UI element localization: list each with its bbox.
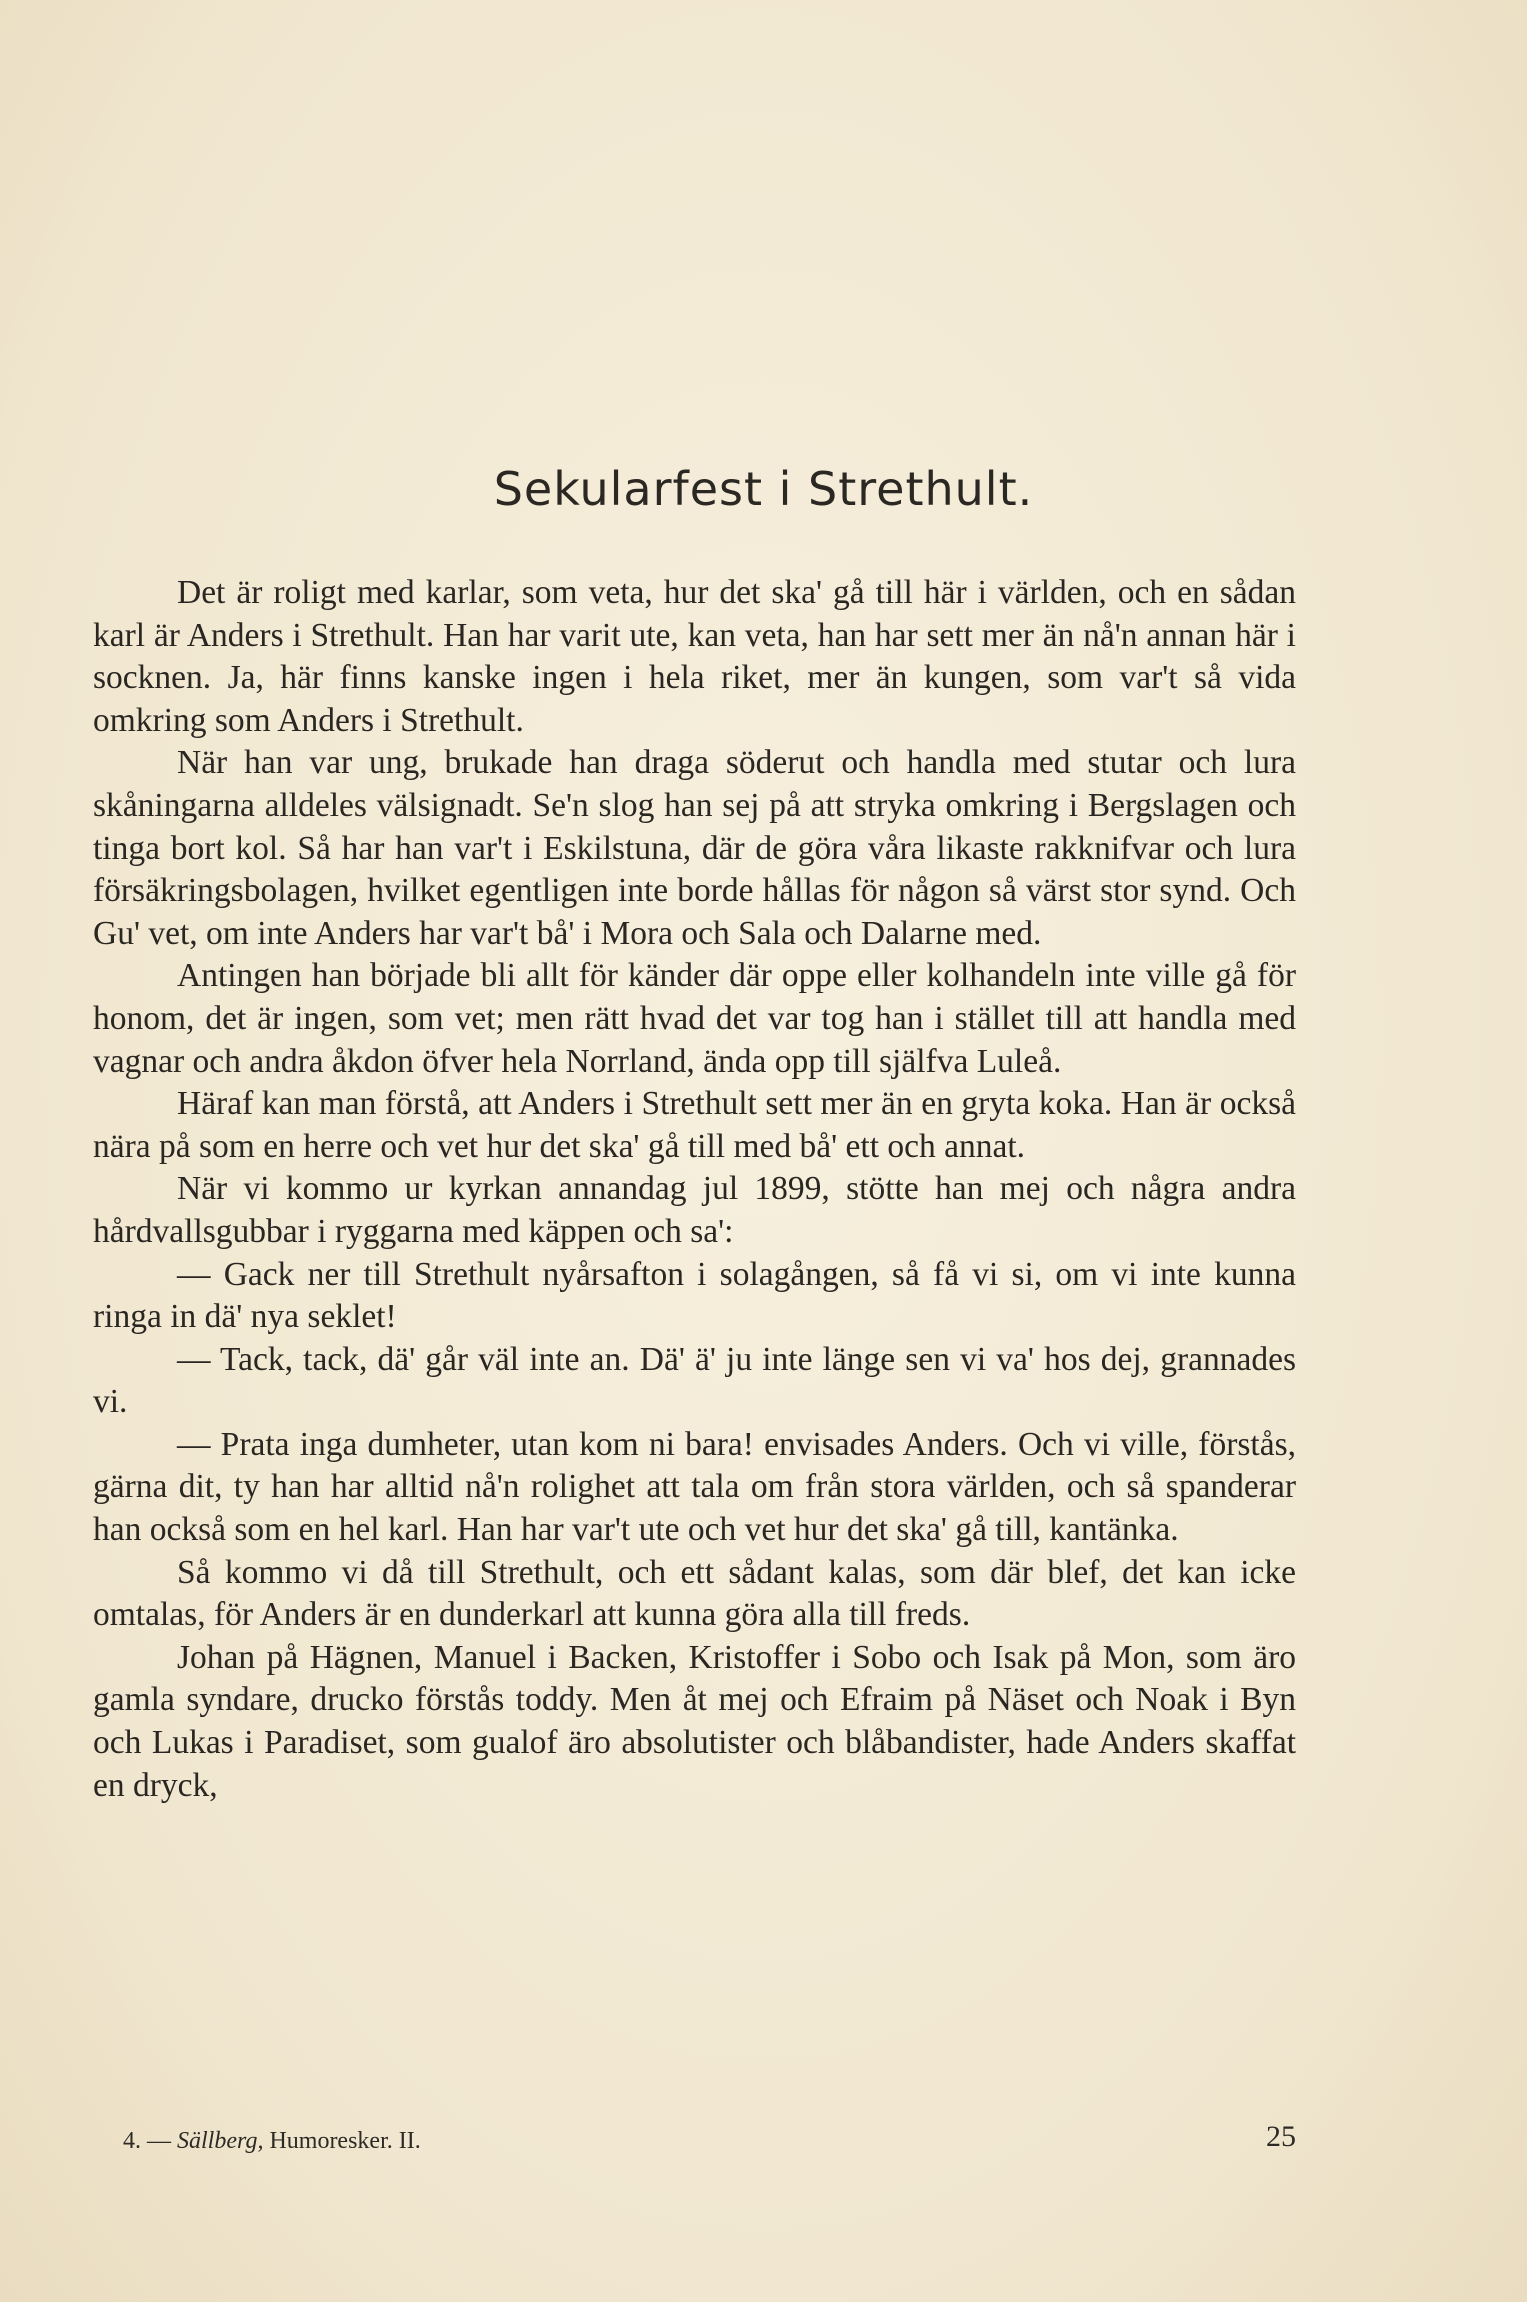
paragraph: Så kommo vi då till Strethult, och ett sådant kalas, som där blef, det kan icke omtalas, för Anders är en dunderkarl att kunna göra alla till freds. <box>93 1553 1296 1634</box>
paragraph: När vi kommo ur kyrkan annandag jul 1899, stötte han mej och några andra hårdvallsgubbar i ryggarna med käppen och sa': <box>93 1170 1296 1250</box>
signature-author: Sällberg, <box>177 2128 264 2154</box>
signature-number: 4. — <box>123 2128 171 2154</box>
signature-mark <box>123 2128 421 2155</box>
paragraph: Häraf kan man förstå, att Anders i Strethult sett mer än en gryta koka. Han är också nära på som en herre och vet hur det ska' gå till med bå' ett och annat. <box>93 1085 1296 1165</box>
dialogue-paragraph: — Gack ner till Strethult nyårsafton i solagången, så få vi si, om vi inte kunna ringa in dä' nya seklet! <box>93 1255 1296 1336</box>
paragraph: Antingen han började bli allt för känder där oppe eller kolhandeln inte ville gå för honom, det är ingen, som vet; men rätt hvad det var tog han i stället till att handla med vagnar och andra åkdon öfver hela Norrland, ända opp till själfva Luleå. <box>93 957 1296 1080</box>
chapter-title: Sekularfest i Strethult. <box>493 462 1034 516</box>
page-footer <box>93 2120 1296 2160</box>
dialogue-paragraph: — Tack, tack, dä' går väl inte an. Dä' ä' ju inte länge sen vi va' hos dej, grannades vi. <box>93 1340 1296 1421</box>
signature-title: Humoresker. II. <box>269 2128 421 2154</box>
paragraph: När han var ung, brukade han draga söderut och handla med stutar och lura skåningarna alldeles välsignadt. Se'n slog han sej på att stryka omkring i Bergslagen och tinga bort kol. Så har han var't i Eskilstuna, där de göra våra likaste rakknifvar och lura försäkringsbolagen, hvilket egentligen inte borde hållas för någon så värst stor synd. Och Gu' vet, om inte Anders har var't bå' i Mora och Sala och Dalarne med. <box>93 744 1296 952</box>
page-number: 25 <box>1266 2120 1296 2153</box>
paragraph: Det är roligt med karlar, som veta, hur det ska' gå till här i världen, och en sådan karl är Anders i Strethult. Han har varit ute, kan veta, han har sett mer än nå'n annan här i socknen. Ja, här finns kanske ingen i hela riket, mer än kungen, som var't så vida omkring som Anders i Strethult. <box>93 574 1296 739</box>
dialogue-paragraph: — Prata inga dumheter, utan kom ni bara! envisades Anders. Och vi ville, förstås, gärna dit, ty han har alltid nå'n rolighet att tala om från stora världen, och så spanderar han också som en hel karl. Han har var't ute och vet hur det ska' gå till, kantänka. <box>93 1425 1296 1549</box>
paragraph: Johan på Hägnen, Manuel i Backen, Kristoffer i Sobo och Isak på Mon, som äro gamla syndare, drucko förstås toddy. Men åt mej och Efraim på Näset och Noak i Byn och Lukas i Paradiset, som gualof äro absolutister och blåbandister, hade Anders skaffat en dryck, <box>93 1638 1296 1804</box>
body-text <box>93 572 1296 1807</box>
